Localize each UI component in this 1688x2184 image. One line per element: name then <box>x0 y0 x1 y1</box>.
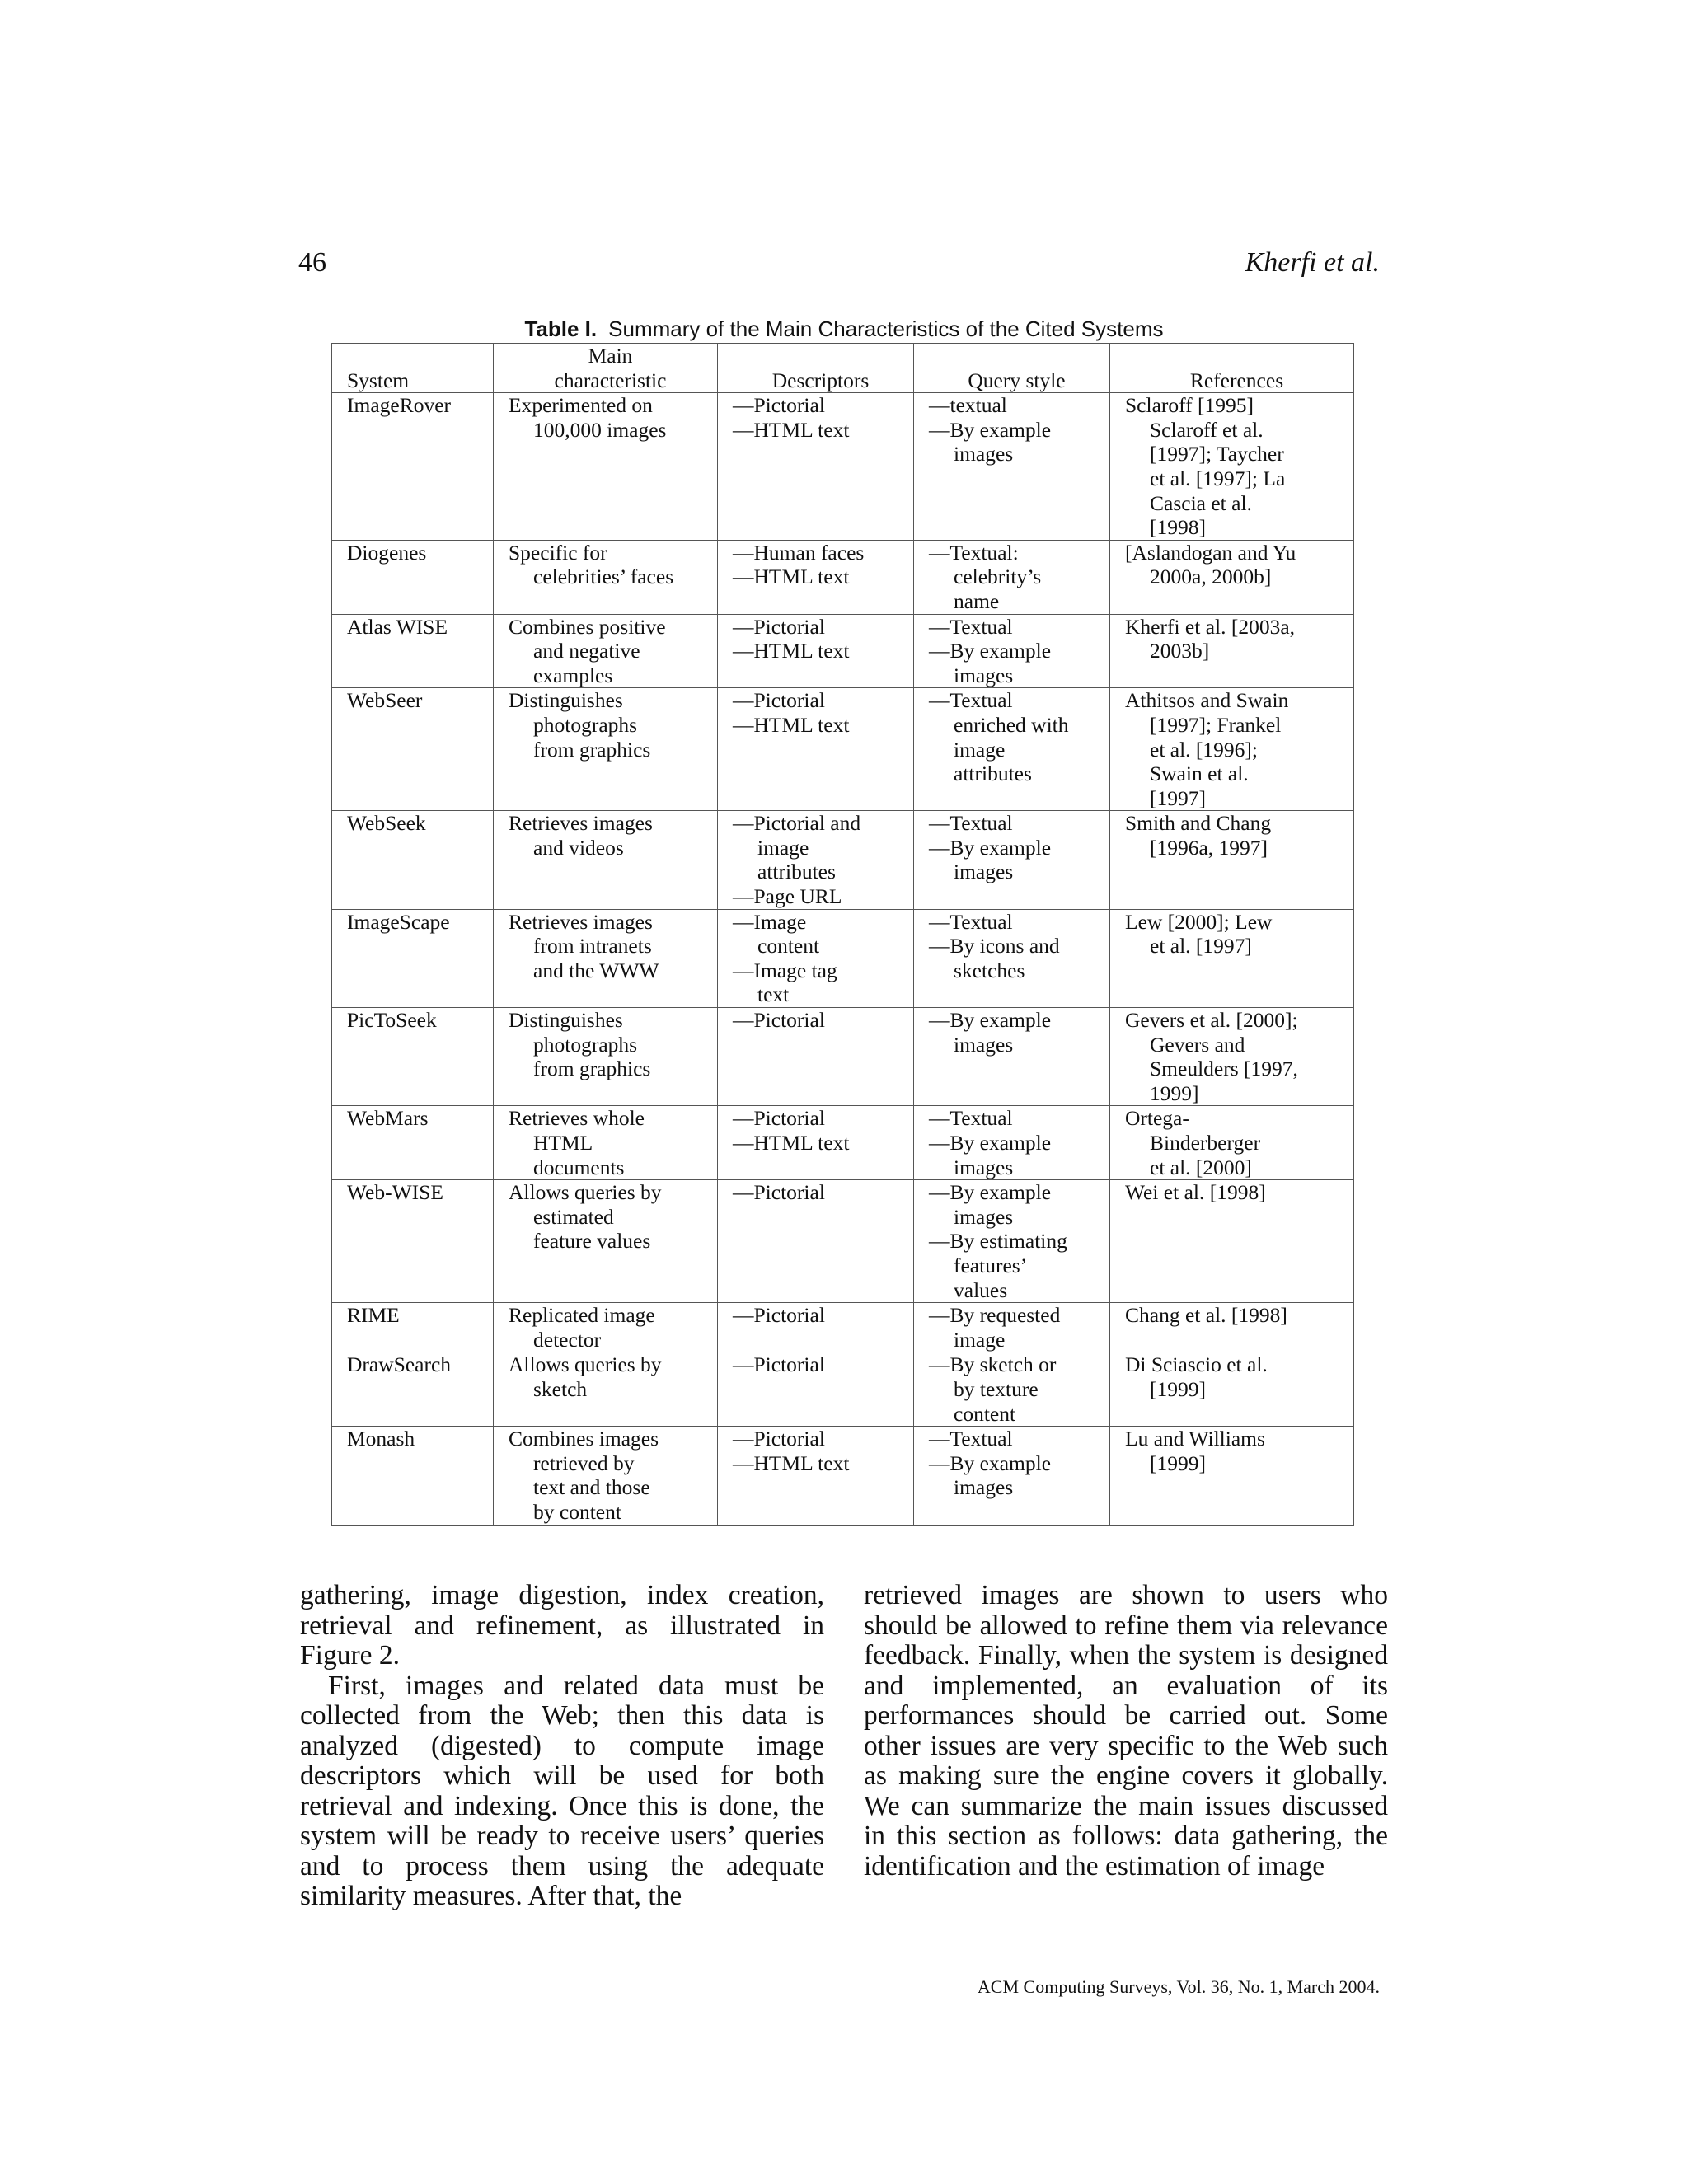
cell-line: ImageScape <box>347 909 450 934</box>
cell-main-characteristic <box>494 688 718 811</box>
cell-query-style <box>914 688 1110 811</box>
cell-system <box>332 909 494 1007</box>
cell-references <box>1110 614 1354 688</box>
cell-line: —HTML text <box>733 1131 850 1155</box>
cell-main-characteristic <box>494 393 718 541</box>
cell-line: from graphics <box>533 737 651 762</box>
cell-line: text and those <box>533 1475 650 1500</box>
cell-system <box>332 393 494 541</box>
table-row <box>332 1352 1354 1427</box>
table-header-row <box>332 344 1354 393</box>
cell-main-characteristic <box>494 1106 718 1180</box>
cell-main-characteristic <box>494 614 718 688</box>
cell-line: —By estimating <box>929 1229 1067 1254</box>
cell-line: et al. [1996]; <box>1150 737 1258 762</box>
body-paragraph: retrieved images are shown to users who should be allowed to refine them via relevance feedback. Finally, when the system is designed and implemented, an evaluation of its performances should be carried out. Some other issues are very specific to the Web such as making sure the engine covers it globally. We can summarize the main issues discussed in this section as follows: data gathering, the identification and the estimation of image <box>864 1580 1388 1882</box>
cell-line: WebSeek <box>347 811 426 836</box>
cell-line: —HTML text <box>733 1451 850 1475</box>
cell-line: PicToSeek <box>347 1008 437 1033</box>
cell-descriptors <box>718 1008 914 1106</box>
cell-line: —By icons and <box>929 934 1060 958</box>
table-row <box>332 1106 1354 1180</box>
cell-line: —Pictorial and <box>733 811 861 836</box>
cell-descriptors <box>718 1352 914 1427</box>
table-row <box>332 540 1354 614</box>
cell-line: image <box>954 1327 1006 1352</box>
table-row <box>332 1427 1354 1525</box>
cell-descriptors <box>718 688 914 811</box>
cell-line: —Textual <box>929 688 1013 713</box>
cell-line: Kherfi et al. [2003a, <box>1125 614 1296 639</box>
table-row <box>332 688 1354 811</box>
cell-line: Combines positive <box>509 614 666 639</box>
cell-line: —HTML text <box>733 639 850 663</box>
cell-line: Distinguishes <box>509 688 623 713</box>
cell-line: examples <box>533 663 613 687</box>
cell-descriptors <box>718 1180 914 1303</box>
header-line: Query style <box>968 368 1066 392</box>
cell-references <box>1110 1427 1354 1525</box>
cell-line: Experimented on <box>509 393 653 418</box>
cell-line: feature values <box>533 1229 651 1254</box>
table-row <box>332 1180 1354 1303</box>
cell-line: —Textual <box>929 909 1013 934</box>
cell-main-characteristic <box>494 1303 718 1352</box>
cell-line: text <box>757 982 790 1007</box>
cell-references <box>1110 1352 1354 1427</box>
cell-system <box>332 811 494 909</box>
cell-query-style <box>914 909 1110 1007</box>
cell-main-characteristic <box>494 1008 718 1106</box>
cell-line: images <box>954 663 1014 687</box>
table-row <box>332 909 1354 1007</box>
cell-line: RIME <box>347 1303 400 1328</box>
cell-descriptors <box>718 540 914 614</box>
table-row <box>332 614 1354 688</box>
cell-line: [Aslandogan and Yu <box>1125 540 1296 565</box>
header-line: Descriptors <box>771 368 870 392</box>
cell-descriptors <box>718 1106 914 1180</box>
cell-line: images <box>954 1475 1014 1500</box>
journal-footer: ACM Computing Surveys, Vol. 36, No. 1, March 2004. <box>977 1976 1380 1997</box>
cell-line: by content <box>533 1499 621 1524</box>
cell-line: Chang et al. [1998] <box>1125 1303 1287 1328</box>
cell-line: —Page URL <box>733 884 842 909</box>
cell-line: [1998] <box>1150 515 1206 540</box>
cell-descriptors <box>718 393 914 541</box>
header-line: characteristic <box>554 368 667 392</box>
cell-descriptors <box>718 1427 914 1525</box>
cell-line: —HTML text <box>733 712 850 737</box>
cell-line: Athitsos and Swain <box>1125 688 1289 713</box>
cell-line: DrawSearch <box>347 1352 452 1377</box>
cell-line: —Human faces <box>733 540 865 565</box>
table-caption-text: Summary of the Main Characteristics of the Cited Systems <box>608 316 1164 341</box>
header-query-style <box>914 344 1110 393</box>
cell-main-characteristic <box>494 540 718 614</box>
cell-system <box>332 614 494 688</box>
cell-line: and the WWW <box>533 958 659 982</box>
cell-line: celebrity’s <box>954 565 1042 589</box>
cell-line: HTML <box>533 1131 593 1155</box>
cell-line: photographs <box>533 1032 638 1057</box>
cell-line: content <box>954 1401 1016 1426</box>
cell-query-style <box>914 540 1110 614</box>
cell-line: photographs <box>533 712 638 737</box>
cell-line: documents <box>533 1155 625 1179</box>
running-head: Kherfi et al. <box>1245 247 1380 278</box>
cell-line: —Pictorial <box>733 1008 825 1033</box>
cell-line: Allows queries by <box>509 1180 662 1205</box>
cell-line: —By example <box>929 1451 1052 1475</box>
cell-line: —textual <box>929 393 1007 418</box>
table-body <box>332 393 1354 1525</box>
cell-line: Retrieves images <box>509 909 653 934</box>
cell-line: Sclaroff [1995] <box>1125 393 1254 418</box>
cell-line: 2003b] <box>1150 639 1210 663</box>
cell-line: celebrities’ faces <box>533 565 674 589</box>
cell-query-style <box>914 1427 1110 1525</box>
cell-line: —Textual <box>929 811 1013 836</box>
cell-references <box>1110 1180 1354 1303</box>
cell-line: Distinguishes <box>509 1008 623 1033</box>
cell-descriptors <box>718 811 914 909</box>
cell-main-characteristic <box>494 1180 718 1303</box>
table-row <box>332 811 1354 909</box>
cell-main-characteristic <box>494 1427 718 1525</box>
cell-line: images <box>954 1032 1014 1057</box>
cell-line: features’ <box>954 1253 1028 1277</box>
cell-line: [1997]; Taycher <box>1150 442 1284 466</box>
cell-line: et al. [2000] <box>1150 1155 1252 1179</box>
cell-references <box>1110 688 1354 811</box>
cell-line: Cascia et al. <box>1150 490 1252 515</box>
cell-line: —Textual: <box>929 540 1019 565</box>
cell-line: estimated <box>533 1204 614 1229</box>
cell-line: Lu and Williams <box>1125 1427 1265 1451</box>
page-number: 46 <box>298 247 326 278</box>
cell-line: Gevers et al. [2000]; <box>1125 1008 1298 1033</box>
cell-line: Wei et al. [1998] <box>1125 1180 1266 1205</box>
cell-line: —Pictorial <box>733 688 825 713</box>
table-caption-label: Table I. <box>524 316 598 341</box>
cell-query-style <box>914 393 1110 541</box>
cell-line: —By example <box>929 417 1052 442</box>
cell-line: images <box>954 442 1014 466</box>
cell-line: Allows queries by <box>509 1352 662 1377</box>
cell-line: —Image tag <box>733 958 837 982</box>
header-descriptors <box>718 344 914 393</box>
summary-table <box>331 343 1354 1526</box>
cell-line: Sclaroff et al. <box>1150 417 1264 442</box>
cell-line: images <box>954 1204 1014 1229</box>
cell-line: sketch <box>533 1376 588 1401</box>
cell-query-style <box>914 1180 1110 1303</box>
cell-line: Diogenes <box>347 540 427 565</box>
cell-query-style <box>914 1352 1110 1427</box>
cell-line: retrieved by <box>533 1451 635 1475</box>
cell-system <box>332 1106 494 1180</box>
header-system <box>332 344 494 393</box>
cell-line: ImageRover <box>347 393 452 418</box>
cell-line: values <box>954 1277 1008 1302</box>
cell-line: —By sketch or <box>929 1352 1057 1377</box>
cell-line: —Pictorial <box>733 393 825 418</box>
body-column-right <box>864 1581 1388 1882</box>
table-row <box>332 393 1354 541</box>
cell-line: by texture <box>954 1376 1039 1401</box>
cell-line: —Textual <box>929 614 1013 639</box>
cell-line: Gevers and <box>1150 1032 1245 1057</box>
cell-references <box>1110 811 1354 909</box>
cell-line: [1999] <box>1150 1376 1206 1401</box>
cell-system <box>332 540 494 614</box>
cell-line: 100,000 images <box>533 417 667 442</box>
cell-references <box>1110 1303 1354 1352</box>
cell-line: and negative <box>533 639 640 663</box>
cell-system <box>332 1352 494 1427</box>
cell-line: —Pictorial <box>733 614 825 639</box>
cell-references <box>1110 1008 1354 1106</box>
cell-line: Replicated image <box>509 1303 655 1328</box>
cell-line: attributes <box>757 860 836 884</box>
cell-line: [1999] <box>1150 1451 1206 1475</box>
body-paragraph: First, images and related data must be collected from the Web; then this data is analyzed (digested) to compute image descriptors which will be used for both retrieval and indexing. Once this is done, the system will be ready to receive users’ queries and to process them using the adequate similarity measures. After that, the <box>300 1670 824 1911</box>
cell-references <box>1110 1106 1354 1180</box>
cell-references <box>1110 909 1354 1007</box>
cell-line: WebMars <box>347 1106 429 1131</box>
cell-main-characteristic <box>494 811 718 909</box>
cell-line: detector <box>533 1327 602 1352</box>
header-line: System <box>347 368 410 392</box>
cell-line: et al. [1997] <box>1150 934 1252 958</box>
cell-line: —By example <box>929 835 1052 860</box>
cell-descriptors <box>718 909 914 1007</box>
cell-line: name <box>954 588 1000 613</box>
cell-line: Retrieves images <box>509 811 653 836</box>
header-line: Main <box>588 344 633 368</box>
cell-descriptors <box>718 1303 914 1352</box>
cell-line: content <box>757 934 820 958</box>
cell-line: image <box>757 835 809 860</box>
cell-line: —Textual <box>929 1106 1013 1131</box>
header-line: References <box>1189 368 1284 392</box>
cell-line: Combines images <box>509 1427 659 1451</box>
cell-line: Binderberger <box>1150 1131 1261 1155</box>
cell-line: —Pictorial <box>733 1427 825 1451</box>
cell-line: Smeulders [1997, <box>1150 1057 1298 1081</box>
cell-query-style <box>914 1106 1110 1180</box>
cell-line: —Pictorial <box>733 1352 825 1377</box>
cell-line: Atlas WISE <box>347 614 448 639</box>
cell-line: [1997] <box>1150 785 1206 810</box>
cell-main-characteristic <box>494 909 718 1007</box>
body-paragraph: gathering, image digestion, index creation, retrieval and refinement, as illustrated in Figure 2. <box>300 1580 824 1671</box>
cell-query-style <box>914 811 1110 909</box>
cell-system <box>332 1008 494 1106</box>
cell-line: —By example <box>929 1008 1052 1033</box>
cell-line: Retrieves whole <box>509 1106 645 1131</box>
header-main-characteristic <box>494 344 718 393</box>
cell-references <box>1110 540 1354 614</box>
body-column-left <box>300 1581 824 1912</box>
cell-line: images <box>954 860 1014 884</box>
cell-system <box>332 1180 494 1303</box>
cell-system <box>332 1303 494 1352</box>
cell-line: Di Sciascio et al. <box>1125 1352 1268 1377</box>
cell-line: —By example <box>929 1180 1052 1205</box>
cell-line: et al. [1997]; La <box>1150 466 1286 490</box>
cell-query-style <box>914 1008 1110 1106</box>
cell-line: Lew [2000]; Lew <box>1125 909 1273 934</box>
cell-main-characteristic <box>494 1352 718 1427</box>
cell-line: enriched with <box>954 712 1069 737</box>
cell-line: —By requested <box>929 1303 1061 1328</box>
cell-line: [1997]; Frankel <box>1150 712 1282 737</box>
cell-line: Monash <box>347 1427 415 1451</box>
cell-line: Smith and Chang <box>1125 811 1272 836</box>
cell-line: —Pictorial <box>733 1180 825 1205</box>
table-row <box>332 1303 1354 1352</box>
cell-line: Swain et al. <box>1150 762 1249 786</box>
cell-line: Ortega- <box>1125 1106 1189 1131</box>
cell-system <box>332 1427 494 1525</box>
cell-system <box>332 688 494 811</box>
cell-line: —Textual <box>929 1427 1013 1451</box>
cell-line: image <box>954 737 1006 762</box>
table-caption <box>0 316 1688 342</box>
cell-line: —By example <box>929 1131 1052 1155</box>
cell-line: —By example <box>929 639 1052 663</box>
cell-line: —Pictorial <box>733 1303 825 1328</box>
cell-line: —HTML text <box>733 565 850 589</box>
cell-descriptors <box>718 614 914 688</box>
header-references <box>1110 344 1354 393</box>
cell-line: 1999] <box>1150 1080 1199 1105</box>
cell-line: 2000a, 2000b] <box>1150 565 1272 589</box>
cell-references <box>1110 393 1354 541</box>
cell-line: [1996a, 1997] <box>1150 835 1268 860</box>
cell-line: images <box>954 1155 1014 1179</box>
cell-line: from intranets <box>533 934 652 958</box>
cell-line: from graphics <box>533 1057 651 1081</box>
cell-line: sketches <box>954 958 1025 982</box>
cell-line: and videos <box>533 835 624 860</box>
cell-line: WebSeer <box>347 688 423 713</box>
cell-line: —Pictorial <box>733 1106 825 1131</box>
cell-line: —HTML text <box>733 417 850 442</box>
cell-line: Web-WISE <box>347 1180 443 1205</box>
cell-line: —Image <box>733 909 807 934</box>
table-row <box>332 1008 1354 1106</box>
cell-query-style <box>914 614 1110 688</box>
cell-line: Specific for <box>509 540 607 565</box>
cell-line: attributes <box>954 762 1032 786</box>
cell-query-style <box>914 1303 1110 1352</box>
